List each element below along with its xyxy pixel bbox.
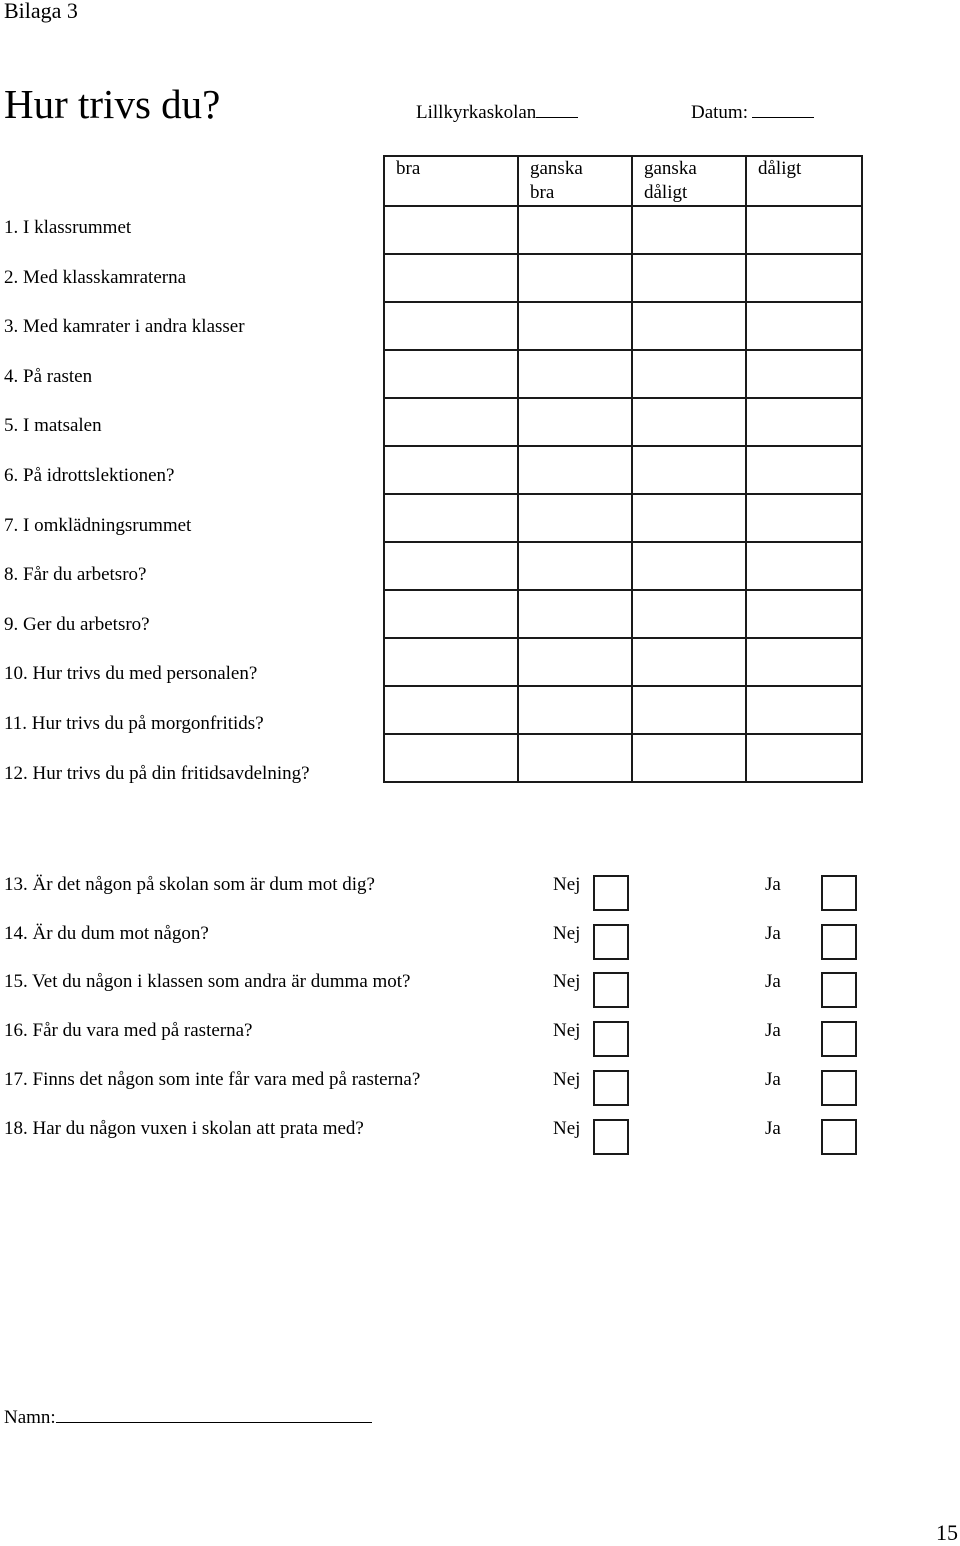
rating-question-label: 7. I omklädningsrummet xyxy=(4,514,192,536)
rating-cell-daligt[interactable] xyxy=(746,350,862,398)
rating-cell-bra[interactable] xyxy=(384,206,518,254)
rating-question-label: 3. Med kamrater i andra klasser xyxy=(4,316,245,338)
rating-cell-bra[interactable] xyxy=(384,686,518,734)
rating-cell-daligt[interactable] xyxy=(746,590,862,638)
name-blank-line[interactable] xyxy=(56,1408,372,1423)
rating-row xyxy=(384,302,862,350)
rating-cell-ganska-daligt[interactable] xyxy=(632,254,746,302)
yes-label: Ja xyxy=(765,922,781,944)
rating-cell-ganska-bra[interactable] xyxy=(518,638,632,686)
rating-cell-ganska-bra[interactable] xyxy=(518,398,632,446)
yes-checkbox[interactable] xyxy=(821,1070,857,1106)
yes-no-question-label: 15. Vet du någon i klassen som andra är dumma mot? xyxy=(4,971,411,993)
rating-cell-ganska-bra[interactable] xyxy=(518,446,632,494)
scale-label: bra xyxy=(396,158,421,179)
rating-row xyxy=(384,350,862,398)
rating-cell-ganska-daligt[interactable] xyxy=(632,686,746,734)
rating-question-label: 6. På idrottslektionen? xyxy=(4,465,175,486)
rating-cell-ganska-bra[interactable] xyxy=(518,494,632,542)
rating-cell-daligt[interactable] xyxy=(746,542,862,590)
name-field xyxy=(4,1407,372,1429)
rating-cell-ganska-bra[interactable] xyxy=(518,686,632,734)
scale-header-ganska-daligt xyxy=(632,156,746,206)
scale-label: ganska bra xyxy=(530,158,583,203)
rating-cell-daligt[interactable] xyxy=(746,734,862,782)
scale-header-bra xyxy=(384,156,518,206)
rating-cell-ganska-daligt[interactable] xyxy=(632,350,746,398)
rating-header-row xyxy=(384,156,862,206)
rating-cell-bra[interactable] xyxy=(384,734,518,782)
scale-header-ganska-bra xyxy=(518,156,632,206)
rating-cell-daligt[interactable] xyxy=(746,686,862,734)
no-checkbox[interactable] xyxy=(593,875,629,911)
rating-cell-bra[interactable] xyxy=(384,398,518,446)
rating-cell-ganska-bra[interactable] xyxy=(518,542,632,590)
rating-cell-ganska-daligt[interactable] xyxy=(632,206,746,254)
rating-cell-ganska-daligt[interactable] xyxy=(632,494,746,542)
rating-row xyxy=(384,494,862,542)
yes-checkbox[interactable] xyxy=(821,924,857,960)
rating-body xyxy=(384,206,862,782)
rating-cell-daligt[interactable] xyxy=(746,446,862,494)
page-number: 15 xyxy=(936,1520,958,1545)
no-checkbox[interactable] xyxy=(593,1070,629,1106)
rating-cell-daligt[interactable] xyxy=(746,494,862,542)
yes-label: Ja xyxy=(765,1117,781,1139)
no-checkbox[interactable] xyxy=(593,972,629,1008)
rating-row xyxy=(384,446,862,494)
rating-cell-ganska-daligt[interactable] xyxy=(632,302,746,350)
rating-cell-bra[interactable] xyxy=(384,542,518,590)
rating-cell-bra[interactable] xyxy=(384,254,518,302)
rating-cell-bra[interactable] xyxy=(384,494,518,542)
date-blank-line[interactable] xyxy=(752,103,814,118)
rating-question-label: 8. Får du arbetsro? xyxy=(4,564,147,586)
rating-cell-bra[interactable] xyxy=(384,638,518,686)
rating-cell-bra[interactable] xyxy=(384,350,518,398)
rating-row xyxy=(384,542,862,590)
rating-cell-daligt[interactable] xyxy=(746,254,862,302)
rating-cell-ganska-daligt[interactable] xyxy=(632,590,746,638)
rating-cell-ganska-daligt[interactable] xyxy=(632,446,746,494)
rating-row xyxy=(384,686,862,734)
scale-label: ganska dåligt xyxy=(644,158,697,203)
no-checkbox[interactable] xyxy=(593,924,629,960)
rating-question-label: 10. Hur trivs du med personalen? xyxy=(4,663,258,685)
yes-label: Ja xyxy=(765,1020,781,1042)
rating-row xyxy=(384,638,862,686)
yes-no-question-label: 16. Får du vara med på rasterna? xyxy=(4,1020,253,1042)
yes-checkbox[interactable] xyxy=(821,1021,857,1057)
rating-cell-ganska-bra[interactable] xyxy=(518,734,632,782)
rating-question-label: 4. På rasten xyxy=(4,365,93,387)
date-field xyxy=(691,102,814,124)
rating-cell-daligt[interactable] xyxy=(746,398,862,446)
yes-label: Ja xyxy=(765,971,781,993)
rating-question-label: 9. Ger du arbetsro? xyxy=(4,613,150,635)
rating-row xyxy=(384,590,862,638)
yes-checkbox[interactable] xyxy=(821,1119,857,1155)
scale-label: dåligt xyxy=(758,158,802,179)
rating-question-label: 2. Med klasskamraterna xyxy=(4,266,187,288)
rating-grid xyxy=(383,155,863,783)
no-label: Nej xyxy=(553,1117,581,1139)
rating-row xyxy=(384,734,862,782)
appendix-label: Bilaga 3 xyxy=(4,0,78,23)
rating-cell-ganska-daligt[interactable] xyxy=(632,734,746,782)
rating-row xyxy=(384,398,862,446)
school-label: Lillkyrkaskolan xyxy=(416,102,537,123)
rating-cell-ganska-daligt[interactable] xyxy=(632,398,746,446)
rating-cell-ganska-bra[interactable] xyxy=(518,590,632,638)
rating-row xyxy=(384,254,862,302)
yes-checkbox[interactable] xyxy=(821,875,857,911)
school-field xyxy=(416,102,578,124)
no-label: Nej xyxy=(553,874,581,895)
rating-cell-daligt[interactable] xyxy=(746,206,862,254)
yes-checkbox[interactable] xyxy=(821,972,857,1008)
yes-label: Ja xyxy=(765,1068,781,1090)
rating-row xyxy=(384,206,862,254)
rating-cell-bra[interactable] xyxy=(384,302,518,350)
rating-cell-bra[interactable] xyxy=(384,446,518,494)
rating-cell-ganska-bra[interactable] xyxy=(518,254,632,302)
scale-header-daligt xyxy=(746,156,862,206)
rating-question-label: 1. I klassrummet xyxy=(4,217,132,238)
yes-no-question-label: 17. Finns det någon som inte får vara med på rasterna? xyxy=(4,1068,421,1090)
no-checkbox[interactable] xyxy=(593,1021,629,1057)
no-label: Nej xyxy=(553,1020,581,1042)
rating-cell-bra[interactable] xyxy=(384,590,518,638)
date-label: Datum: xyxy=(691,102,748,123)
rating-question-label: 12. Hur trivs du på din fritidsavdelning? xyxy=(4,762,310,784)
rating-cell-ganska-daligt[interactable] xyxy=(632,542,746,590)
page-title: Hur trivs du? xyxy=(4,81,221,127)
rating-cell-daligt[interactable] xyxy=(746,302,862,350)
name-label: Namn: xyxy=(4,1407,56,1428)
rating-question-label: 5. I matsalen xyxy=(4,415,102,437)
yes-label: Ja xyxy=(765,874,781,895)
yes-no-question-label: 14. Är du dum mot någon? xyxy=(4,922,209,944)
rating-question-label: 11. Hur trivs du på morgonfritids? xyxy=(4,713,264,734)
rating-cell-daligt[interactable] xyxy=(746,638,862,686)
no-label: Nej xyxy=(553,971,581,993)
rating-cell-ganska-daligt[interactable] xyxy=(632,638,746,686)
school-blank-line[interactable] xyxy=(536,103,578,118)
no-label: Nej xyxy=(553,1068,581,1090)
no-checkbox[interactable] xyxy=(593,1119,629,1155)
rating-cell-ganska-bra[interactable] xyxy=(518,206,632,254)
yes-no-question-label: 13. Är det någon på skolan som är dum mot dig? xyxy=(4,874,375,895)
rating-cell-ganska-bra[interactable] xyxy=(518,350,632,398)
yes-no-question-label: 18. Har du någon vuxen i skolan att prata med? xyxy=(4,1117,364,1139)
no-label: Nej xyxy=(553,922,581,944)
rating-cell-ganska-bra[interactable] xyxy=(518,302,632,350)
